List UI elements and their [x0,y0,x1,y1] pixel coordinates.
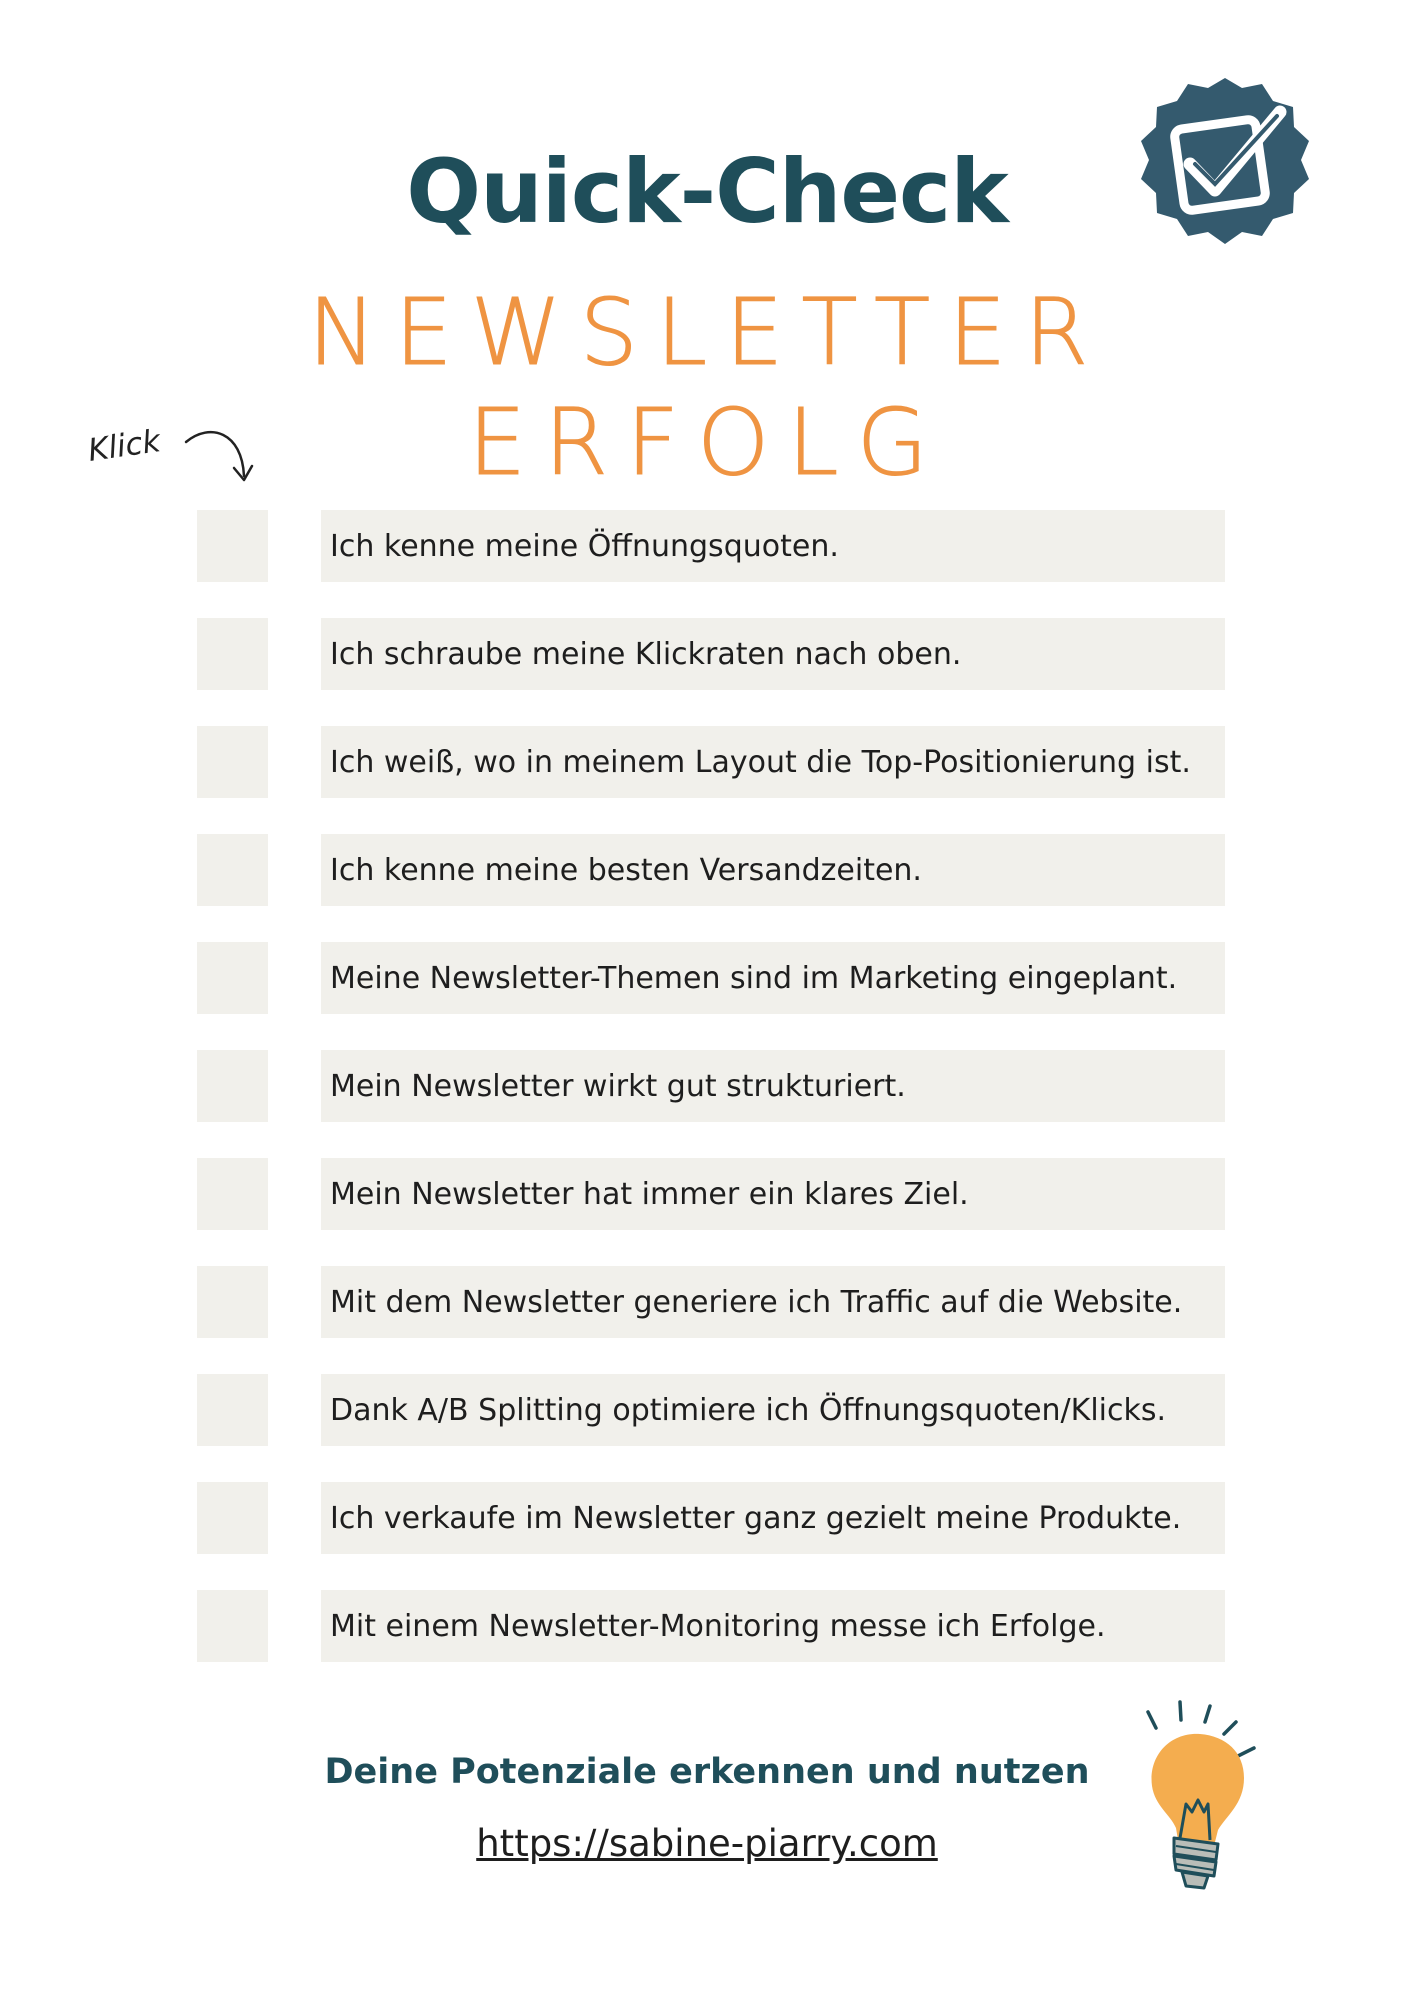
checklist-row [197,1266,1225,1338]
checklist-row [197,1158,1225,1230]
checklist-item-label: Ich weiß, wo in meinem Layout die Top-Positionierung ist. [321,726,1225,798]
footer-heading: Deine Potenziale erkennen und nutzen [324,1752,1090,1792]
checkbox[interactable] [197,1266,268,1338]
checkbox[interactable] [197,1590,268,1662]
klick-hint-label: Klick [85,423,163,469]
checkmark-badge-icon [1135,72,1315,252]
checklist-row [197,618,1225,690]
checkbox[interactable] [197,1158,268,1230]
checkbox[interactable] [197,1050,268,1122]
checklist-item-label: Dank A/B Splitting optimiere ich Öffnungsquoten/Klicks. [321,1374,1225,1446]
checklist-row [197,1050,1225,1122]
checklist-row [197,942,1225,1014]
checklist-row [197,726,1225,798]
checklist [197,510,1225,1698]
checkbox[interactable] [197,942,268,1014]
page-title: Quick-Check [406,140,1008,243]
checkbox[interactable] [197,1482,268,1554]
lightbulb-icon [1128,1700,1268,1895]
checklist-item-label: Meine Newsletter-Themen sind im Marketing eingeplant. [321,942,1225,1014]
checklist-row [197,1482,1225,1554]
checklist-item-label: Ich kenne meine Öffnungsquoten. [321,510,1225,582]
checklist-row [197,1374,1225,1446]
checklist-item-label: Mein Newsletter hat immer ein klares Ziel. [321,1158,1225,1230]
checklist-item-label: Mit einem Newsletter-Monitoring messe ich Erfolge. [321,1590,1225,1662]
checkbox[interactable] [197,510,268,582]
checklist-row [197,834,1225,906]
page-subtitle: NEWSLETTER ERFOLG [307,279,1107,496]
curved-arrow-icon [180,424,260,494]
checklist-item-label: Mit dem Newsletter generiere ich Traffic auf die Website. [321,1266,1225,1338]
checklist-item-label: Ich kenne meine besten Versandzeiten. [321,834,1225,906]
website-link[interactable]: https://sabine-piarry.com [476,1822,938,1865]
checkbox[interactable] [197,834,268,906]
checklist-item-label: Ich schraube meine Klickraten nach oben. [321,618,1225,690]
checklist-row [197,1590,1225,1662]
checklist-item-label: Ich verkaufe im Newsletter ganz gezielt meine Produkte. [321,1482,1225,1554]
checkbox[interactable] [197,726,268,798]
checklist-item-label: Mein Newsletter wirkt gut strukturiert. [321,1050,1225,1122]
checklist-row [197,510,1225,582]
checkbox[interactable] [197,1374,268,1446]
checkbox[interactable] [197,618,268,690]
